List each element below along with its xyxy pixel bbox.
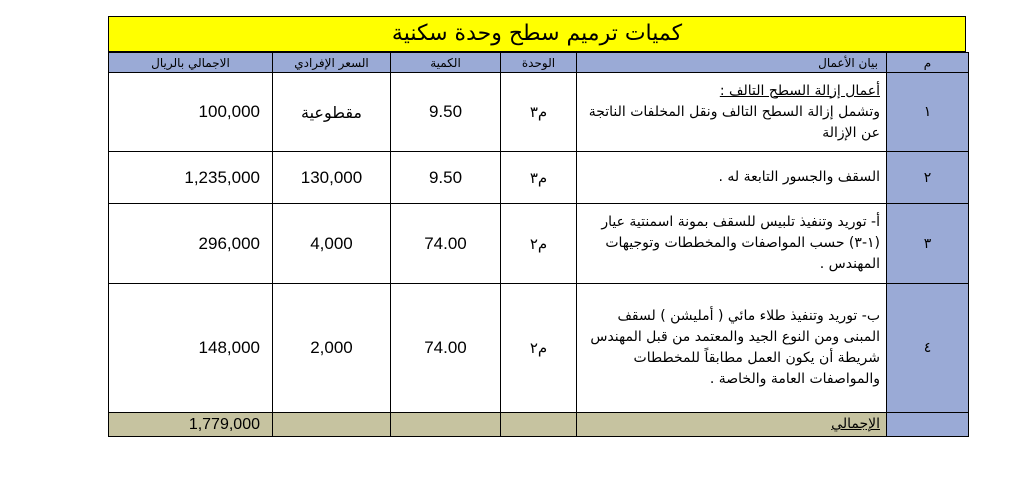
row-total: 296,000 xyxy=(109,204,273,284)
row-description-text: ب- توريد وتنفيذ طلاء مائي ( أمليشن ) لسقف المبنى ومن النوع الجيد والمعتمد من قبل المهندس شريطة أن يكون العمل مطابقاً للمخططات والمواصفات العامة والخاصة . xyxy=(590,308,880,387)
row-unit-price: 2,000 xyxy=(273,284,391,413)
empty-cell xyxy=(273,413,391,437)
header-index: م xyxy=(887,53,969,73)
row-description-text: أ- توريد وتنفيذ تلبيس للسقف بمونة اسمنتية عيار (١-٣) حسب المواصفات والمخططات وتوجيهات المهندس . xyxy=(601,214,880,272)
row-total: 1,235,000 xyxy=(109,152,273,204)
row-unit: م٢ xyxy=(501,204,577,284)
table-row xyxy=(109,204,969,284)
row-unit-price: 4,000 xyxy=(273,204,391,284)
row-index: ٤ xyxy=(887,284,969,413)
table-row xyxy=(109,73,969,152)
row-quantity: 9.50 xyxy=(391,73,501,152)
table-row xyxy=(109,152,969,204)
row-index: ٢ xyxy=(887,152,969,204)
empty-cell xyxy=(391,413,501,437)
quantities-table xyxy=(108,52,969,437)
total-row xyxy=(109,413,969,437)
row-quantity: 74.00 xyxy=(391,204,501,284)
row-description-heading: أعمال إزالة السطح التالف : xyxy=(719,82,880,99)
row-total: 100,000 xyxy=(109,73,273,152)
grand-total-label: الإجمالي xyxy=(577,413,887,437)
grand-total: 1,779,000 xyxy=(109,413,273,437)
row-description-text: السقف والجسور التابعة له . xyxy=(718,169,880,185)
header-quantity: الكمية xyxy=(391,53,501,73)
row-unit-price: 130,000 xyxy=(273,152,391,204)
row-description xyxy=(577,204,887,284)
header-description: بيان الأعمال xyxy=(577,53,887,73)
table-row xyxy=(109,284,969,413)
empty-index-cell xyxy=(887,413,969,437)
header-unit: الوحدة xyxy=(501,53,577,73)
row-unit: م٣ xyxy=(501,73,577,152)
row-description xyxy=(577,284,887,413)
row-index: ١ xyxy=(887,73,969,152)
empty-cell xyxy=(501,413,577,437)
row-description xyxy=(577,73,887,152)
row-description-text: وتشمل إزالة السطح التالف ونقل المخلفات الناتجة عن الإزالة xyxy=(588,103,880,141)
row-quantity: 9.50 xyxy=(391,152,501,204)
row-total: 148,000 xyxy=(109,284,273,413)
header-unit-price: السعر الإفرادي xyxy=(273,53,391,73)
header-total: الاجمالي بالريال xyxy=(109,53,273,73)
row-index: ٣ xyxy=(887,204,969,284)
row-unit-price: مقطوعية xyxy=(273,73,391,152)
row-unit: م٣ xyxy=(501,152,577,204)
row-unit: م٢ xyxy=(501,284,577,413)
sheet-title: كميات ترميم سطح وحدة سكنية xyxy=(108,16,966,52)
row-description xyxy=(577,152,887,204)
header-row xyxy=(109,53,969,73)
row-quantity: 74.00 xyxy=(391,284,501,413)
